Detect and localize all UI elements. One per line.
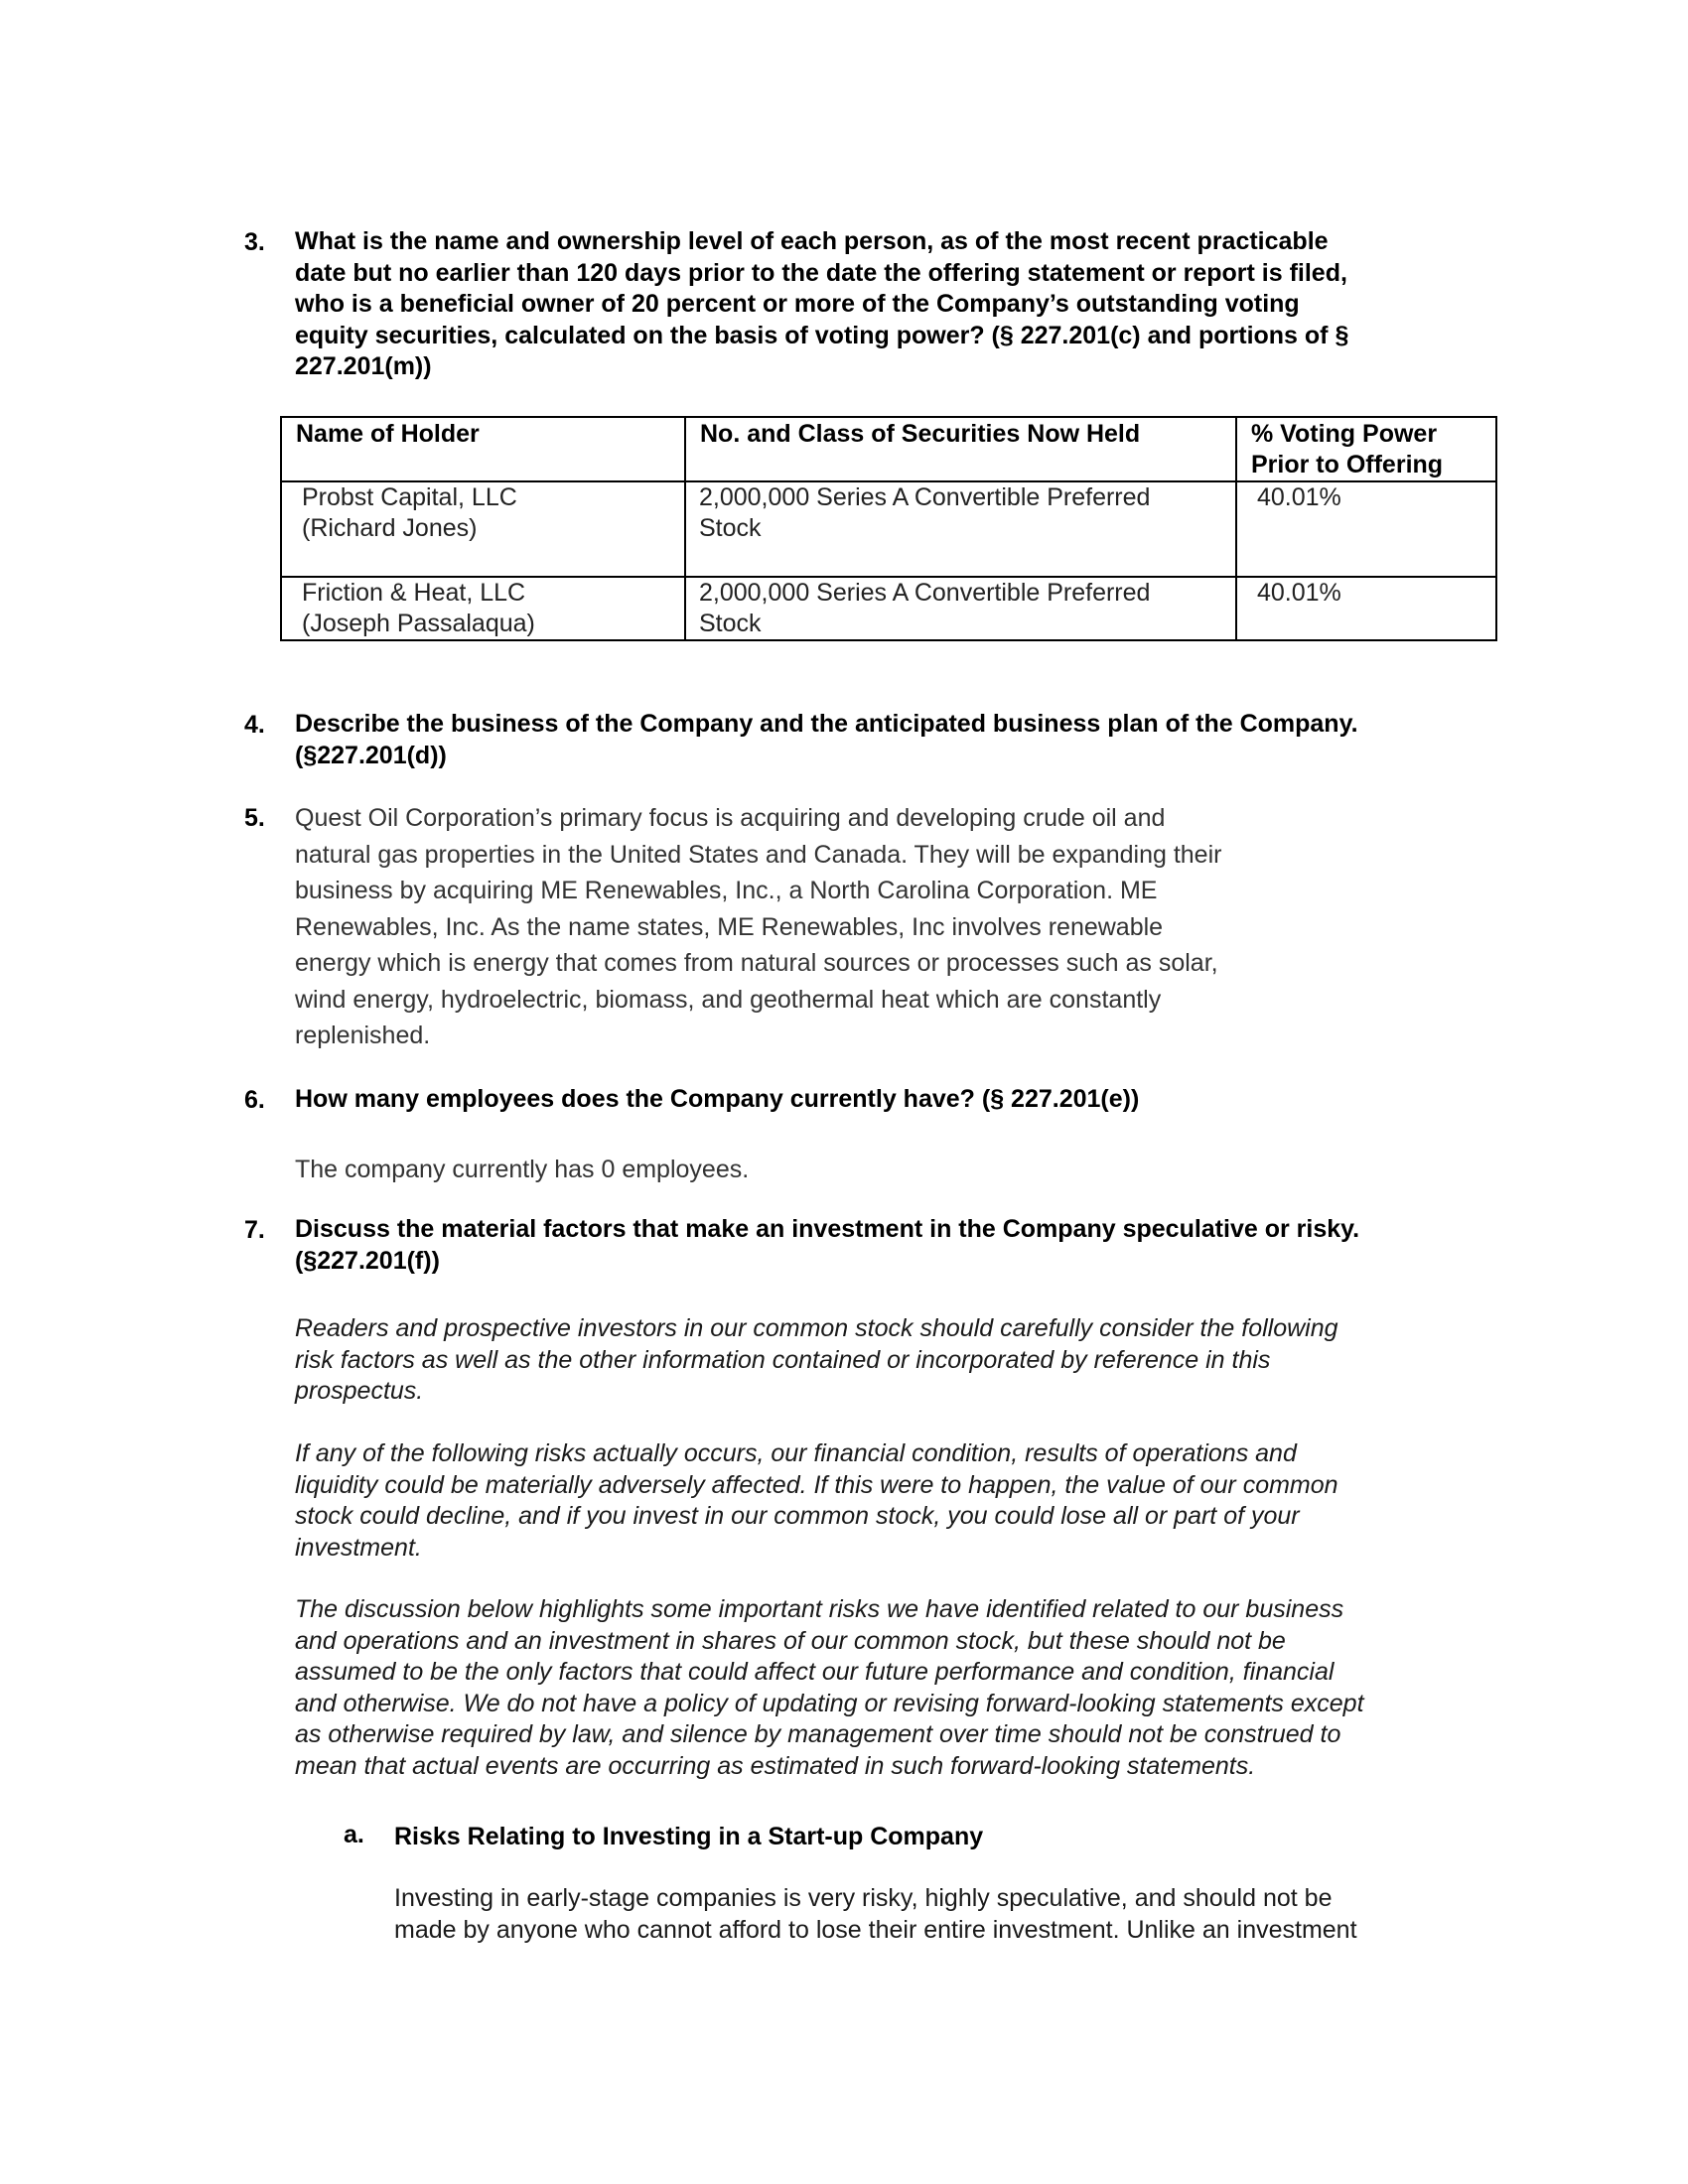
subsection-title: Risks Relating to Investing in a Start-up Company — [394, 1823, 984, 1850]
question-text: How many employees does the Company currently have? (§ 227.201(e)) — [295, 1085, 1140, 1113]
question-text: Describe the business of the Company and the anticipated business plan of the Company. (§227.201(d)) — [295, 710, 1358, 769]
business-description: Quest Oil Corporation’s primary focus is acquiring and developing crude oil and natural gas properties in the United States and Canada. They will be expanding their business by acquiring ME Renewables, Inc., a North Carolina Corporation. ME Renewables, Inc. As the name states, ME Renewables, Inc involves renewable energy which is energy that comes from natural sources or processes such as solar, wind energy, hydroelectric, biomass, and geothermal heat which are constantly replenished. — [295, 804, 1222, 1049]
table-header-row — [281, 417, 1496, 481]
table-row — [281, 577, 1496, 640]
holder-cell: Friction & Heat, LLC (Joseph Passalaqua) — [281, 577, 685, 640]
securities-cell: 2,000,000 Series A Convertible Preferred Stock — [685, 481, 1236, 577]
question-number: 5. — [244, 804, 265, 832]
table-row — [281, 481, 1496, 577]
holder-cell: Probst Capital, LLC (Richard Jones) — [281, 481, 685, 577]
question-number: 4. — [244, 711, 265, 739]
subsection-letter: a. — [344, 1821, 364, 1848]
risk-impact-paragraph: If any of the following risks actually occurs, our financial condition, results of operations and liquidity could be materially adversely affected. If this were to happen, the value of our common stock could decline, and if you invest in our common stock, you could lose all or part of your investment. — [295, 1439, 1338, 1562]
question-number: 6. — [244, 1086, 265, 1114]
question-text: Discuss the material factors that make an investment in the Company speculative or risky. (§227.201(f)) — [295, 1215, 1360, 1275]
question-text: What is the name and ownership level of each person, as of the most recent practicable date but no earlier than 120 days prior to the date the offering statement or report is filed, who is a beneficial owner of 20 percent or more of the Company’s outstanding voting equity securities, calculated on the basis of voting power? (§ 227.201(c) and portions of § 227.201(m)) — [295, 227, 1349, 380]
header-holder: Name of Holder — [281, 417, 685, 481]
voting-cell: 40.01% — [1236, 481, 1496, 577]
subsection-body: Investing in early-stage companies is very risky, highly speculative, and should not be made by anyone who cannot afford to lose their entire investment. Unlike an investment — [394, 1884, 1357, 1944]
question-number: 7. — [244, 1216, 265, 1244]
beneficial-owners-table — [280, 416, 1497, 641]
header-voting-power: % Voting Power Prior to Offering — [1236, 417, 1496, 481]
voting-cell: 40.01% — [1236, 577, 1496, 640]
securities-cell: 2,000,000 Series A Convertible Preferred Stock — [685, 577, 1236, 640]
forward-looking-paragraph: The discussion below highlights some important risks we have identified related to our business and operations and an investment in shares of our common stock, but these should not be assumed to be the only factors that could affect our future performance and condition, financial and otherwise. We do not have a policy of updating or revising forward-looking statements except as otherwise required by law, and silence by management over time should not be construed to mean that actual events are occurring as estimated in such forward-looking statements. — [295, 1595, 1364, 1780]
header-securities: No. and Class of Securities Now Held — [685, 417, 1236, 481]
employees-answer: The company currently has 0 employees. — [295, 1156, 750, 1183]
question-number: 3. — [244, 228, 265, 256]
risk-intro-paragraph: Readers and prospective investors in our common stock should carefully consider the following risk factors as well as the other information contained or incorporated by reference in this prospectus. — [295, 1314, 1338, 1405]
